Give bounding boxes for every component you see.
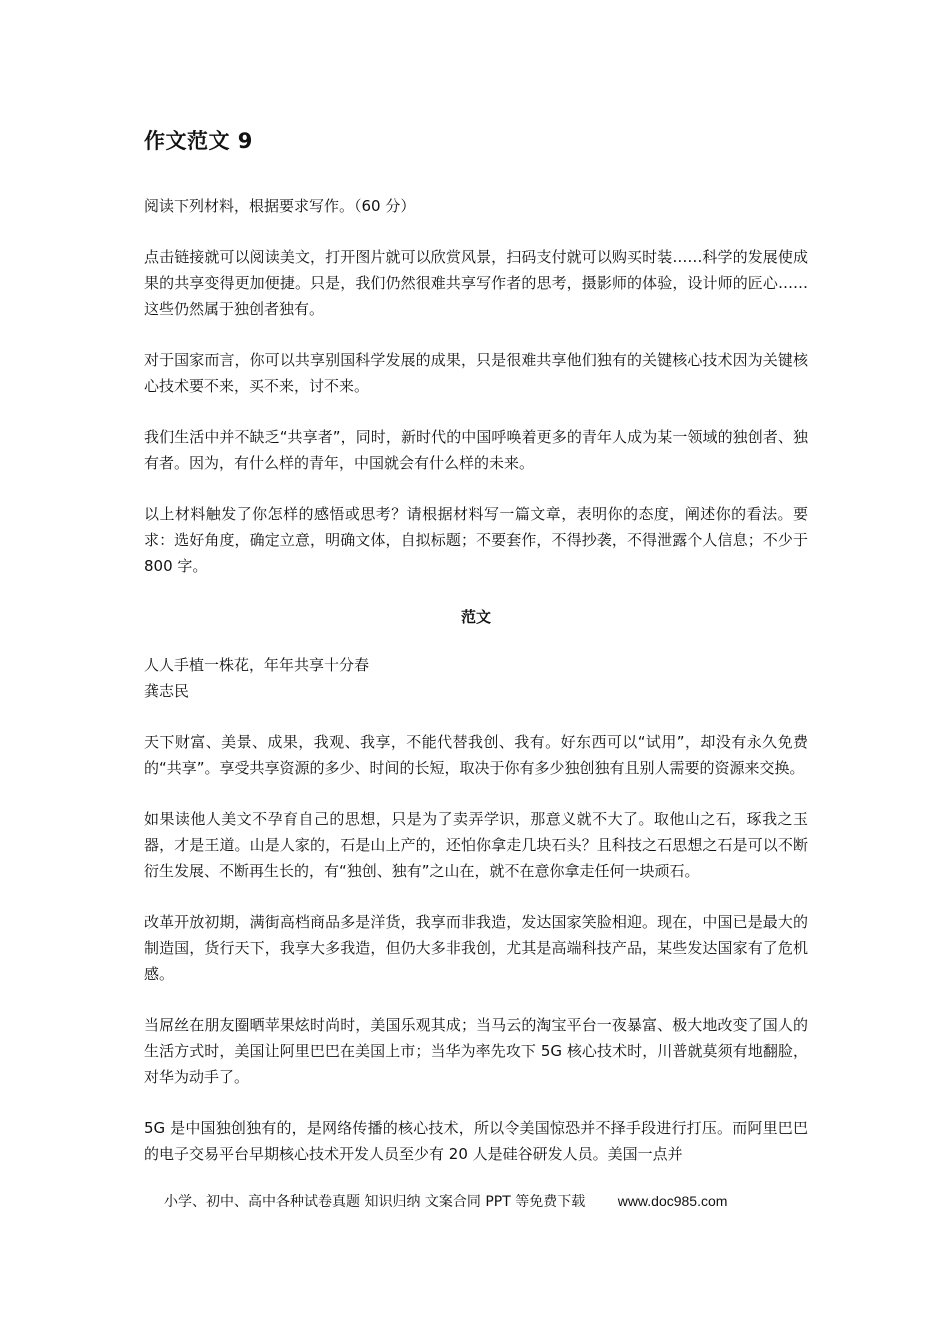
prompt-paragraph: 以上材料触发了你怎样的感悟或思考？请根据材料写一篇文章，表明你的态度，阐述你的看法。要求：选好角度，确定立意，明确文体，自拟标题；不要套作，不得抄袭，不得泄露个人信息；不少于 800 字。	[144, 505, 808, 575]
prompt-paragraph: 点击链接就可以阅读美文，打开图片就可以欣赏风景，扫码支付就可以购买时装……科学的发展使成果的共享变得更加便捷。只是，我们仍然很难共享写作者的思考，摄影师的体验，设计师的匠心……这些仍然属于独创者独有。	[144, 248, 808, 318]
essay-paragraph: 当屌丝在朋友圈晒苹果炫时尚时，美国乐观其成；当马云的淘宝平台一夜暴富、极大地改变了国人的生活方式时，美国让阿里巴巴在美国上市；当华为率先攻下 5G 核心技术时，川普就莫须有地翻脸，对华为动手了。	[144, 1016, 808, 1086]
prompt-paragraph: 对于国家而言，你可以共享别国科学发展的成果，只是很难共享他们独有的关键核心技术因为关键核心技术要不来，买不来，讨不来。	[144, 351, 808, 395]
footer-text: 小学、初中、高中各种试卷真题 知识归纳 文案合同 PPT 等免费下载	[164, 1194, 586, 1210]
page-title: 作文范文 9	[144, 129, 253, 153]
footer-site-link[interactable]: www.doc985.com	[617, 1193, 728, 1209]
sample-heading: 范文	[460, 608, 491, 626]
essay-paragraph: 天下财富、美景、成果，我观、我享，不能代替我创、我有。好东西可以“试用”，却没有永久免费的“共享”。享受共享资源的多少、时间的长短，取决于你有多少独创独有且别人需要的资源来交换。	[144, 733, 808, 777]
essay-title: 人人手植一株花，年年共享十分春	[144, 656, 370, 674]
essay-paragraph: 如果读他人美文不孕育自己的思想，只是为了卖弄学识，那意义就不大了。取他山之石，琢我之玉器，才是王道。山是人家的，石是山上产的，还怕你拿走几块石头？且科技之石思想之石是可以不断衍生发展、不断再生长的，有“独创、独有”之山在，就不在意你拿走任何一块顽石。	[144, 810, 808, 880]
prompt-paragraph: 我们生活中并不缺乏“共享者”，同时，新时代的中国呼唤着更多的青年人成为某一领域的独创者、独有者。因为，有什么样的青年，中国就会有什么样的未来。	[144, 428, 808, 472]
essay-paragraph: 改革开放初期，满街高档商品多是洋货，我享而非我造，发达国家笑脸相迎。现在，中国已是最大的制造国，货行天下，我享大多我造，但仍大多非我创，尤其是高端科技产品，某些发达国家有了危机感。	[144, 913, 808, 983]
essay-header	[144, 652, 808, 704]
essay-author: 龚志民	[144, 682, 190, 700]
footer-bar	[164, 1189, 727, 1214]
essay-paragraph: 5G 是中国独创独有的，是网络传播的核心技术，所以令美国惊恐并不择手段进行打压。而阿里巴巴的电子交易平台早期核心技术开发人员至少有 20 人是硅谷研发人员。美国一点并	[144, 1119, 808, 1163]
document-body	[144, 193, 808, 1192]
prompt-paragraph: 阅读下列材料，根据要求写作。（60 分）	[144, 197, 416, 215]
